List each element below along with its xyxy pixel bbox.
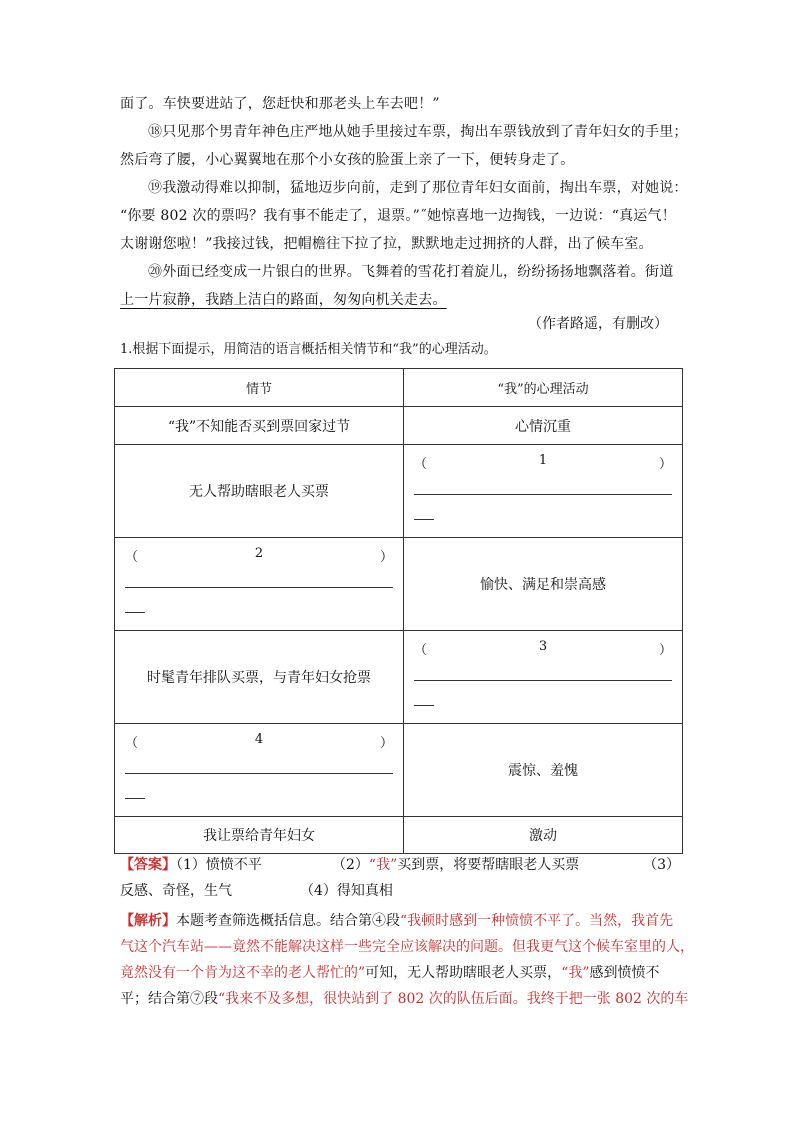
- passage-paragraph-18: ⑱只见那个男青年神色庄严地从她手里接过车票，掏出车票钱放到了青年妇女的手里；: [148, 124, 688, 140]
- answer-3: 反感、奇怪，生气: [120, 883, 232, 899]
- cell-mind: 震惊、羞愧: [404, 724, 683, 817]
- answer-line-short: [125, 782, 145, 799]
- blank-number: 4: [254, 732, 264, 747]
- answer-line: [125, 755, 393, 774]
- author-note: （作者路遥，有删改）: [528, 316, 668, 332]
- cell-mind: 心情沉重: [404, 407, 683, 445]
- answer-line: [414, 662, 672, 681]
- analysis-tag: 【解析】: [120, 913, 176, 929]
- cell-plot: “我”不知能否买到票回家过节: [115, 407, 404, 445]
- passage-paragraph-20: ⑳外面已经变成一片银白的世界。飞舞着的雪花打着旋儿，纷纷扬扬地飘落着。街道: [148, 264, 674, 280]
- analysis-line-1: 【解析】本题考查筛选概括信息。结合第④段“我顿时感到一种愤愤不平了。当然，我首先: [120, 913, 674, 929]
- answer-1: （1）愤愤不平: [176, 857, 262, 873]
- passage-line: “你要 802 次的票吗？我有事不能走了，退票。”˝她惊喜地一边掏钱，一边说：“真运气！: [120, 208, 676, 224]
- header-mind: “我”的心理活动: [404, 369, 683, 407]
- answer-tag: 【答案】: [120, 857, 176, 873]
- analysis-line-2: 气这个汽车站——竟然不能解决这样一些完全应该解决的问题。但我更气这个候车室里的人，: [120, 939, 694, 955]
- cell-mind: 愉快、满足和崇高感: [404, 538, 683, 631]
- answer-line: [125, 569, 393, 588]
- passage-paragraph-19: ⑲我激动得难以抑制，猛地迈步向前，走到了那位青年妇女面前，掏出车票，对她说：: [148, 180, 688, 196]
- passage-line: 面了。车快要进站了，您赶快和那老头上车去吧！”: [120, 96, 440, 112]
- blank-number: 2: [254, 546, 264, 561]
- blank-number: 3: [538, 639, 548, 654]
- blank-cell-4[interactable]: （ 4 ）: [115, 724, 404, 817]
- blank-cell-3[interactable]: （ 3 ）: [404, 631, 683, 724]
- underlined-sentence: 上一片寂静，我踏上洁白的路面，匆匆向机关走去。: [120, 292, 447, 308]
- answer-line-short: [414, 503, 434, 520]
- passage-line: 太谢谢您啦！”我接过钱，把帽檐往下拉了拉，默默地走过拥挤的人群，出了候车室。: [120, 236, 653, 252]
- answer-line-short: [125, 596, 145, 613]
- answer-4: （4）得知真相: [300, 883, 393, 899]
- blank-cell-2[interactable]: （ 2 ）: [115, 538, 404, 631]
- summary-table: [114, 368, 683, 854]
- header-plot: 情节: [115, 369, 404, 407]
- cell-plot: 无人帮助瞎眼老人买票: [115, 445, 404, 538]
- answer-line-short: [414, 689, 434, 706]
- answer-3-label: （3）: [643, 857, 680, 873]
- analysis-line-4: 平；结合第⑦段“我来不及多想，很快站到了 802 次的队伍后面。我终于把一张 802 次的车: [120, 991, 689, 1007]
- cell-mind: 激动: [404, 817, 683, 854]
- cell-plot: 时髦青年排队买票，与青年妇女抢票: [115, 631, 404, 724]
- analysis-line-3: 竟然没有一个肯为这不幸的老人帮忙的”可知，无人帮助瞎眼老人买票，“我”感到愤愤不: [120, 965, 660, 981]
- passage-line: 然后弯了腰，小心翼翼地在那个小女孩的脸蛋上亲了一下，便转身走了。: [120, 152, 575, 168]
- question-1: 1.根据下面提示，用简洁的语言概括相关情节和“我”的心理活动。: [120, 342, 497, 357]
- cell-plot: 我让票给青年妇女: [115, 817, 404, 854]
- blank-cell-1[interactable]: （ 1 ）: [404, 445, 683, 538]
- blank-number: 1: [538, 453, 548, 468]
- passage-line-underlined: [120, 286, 680, 314]
- answer-line: [414, 476, 672, 495]
- answer-2: （2）“我”买到票，将要帮瞎眼老人买票: [332, 857, 580, 873]
